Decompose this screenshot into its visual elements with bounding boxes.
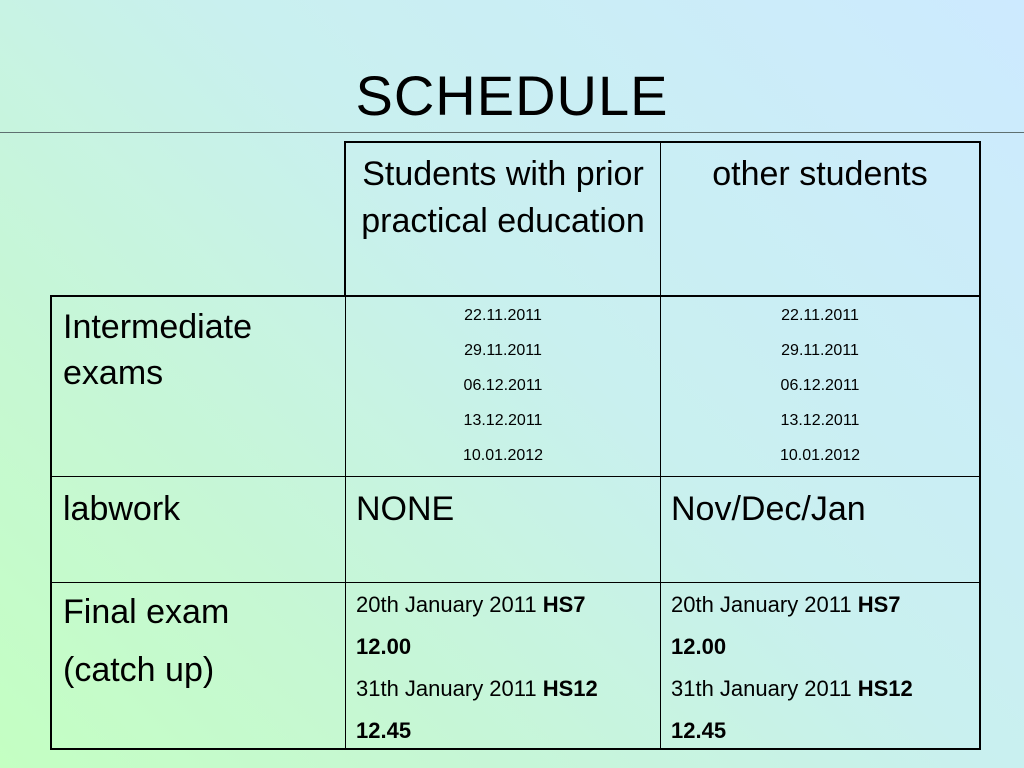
labwork-prior-education: NONE	[346, 477, 661, 583]
final-exam-label: Final exam	[63, 593, 230, 631]
date-item: 22.11.2011	[464, 307, 542, 324]
exam-date: 31th January 2011	[671, 676, 858, 701]
row-label-intermediate-exams: Intermediate exams	[52, 297, 346, 477]
exam-room: HS12	[542, 676, 598, 701]
exam-time: 12.00	[671, 634, 727, 659]
date-item: 22.11.2011	[781, 307, 859, 324]
catch-up-label: (catch up)	[63, 651, 215, 689]
row-label-labwork: labwork	[52, 477, 346, 583]
intermediate-dates-other-students	[661, 297, 979, 477]
final-exam-other-students	[661, 583, 979, 748]
header-students-prior-education: Students with prior practical education	[346, 143, 661, 295]
date-item: 13.12.2011	[780, 412, 860, 429]
final-exam-prior-education	[346, 583, 661, 748]
date-item: 29.11.2011	[464, 342, 542, 359]
title-divider	[0, 132, 1024, 133]
exam-time: 12.45	[671, 718, 727, 743]
exam-room: HS7	[542, 592, 586, 617]
exam-time: 12.45	[356, 718, 412, 743]
exam-date: 20th January 2011	[356, 592, 543, 617]
date-item: 10.01.2012	[779, 447, 861, 464]
date-item: 10.01.2012	[462, 447, 544, 464]
exam-room: HS12	[857, 676, 913, 701]
schedule-table	[50, 295, 981, 750]
date-item: 06.12.2011	[780, 377, 860, 394]
exam-date: 31th January 2011	[356, 676, 543, 701]
slide-title: SCHEDULE	[355, 64, 669, 127]
header-other-students: other students	[712, 155, 928, 193]
date-item: 29.11.2011	[781, 342, 859, 359]
labwork-other-students: Nov/Dec/Jan	[661, 477, 979, 583]
exam-room: HS7	[857, 592, 901, 617]
date-item: 06.12.2011	[463, 377, 543, 394]
exam-date: 20th January 2011	[671, 592, 858, 617]
table-header-row	[344, 141, 981, 295]
row-label-final-exam	[52, 583, 346, 748]
intermediate-dates-prior-education	[346, 297, 661, 477]
exam-time: 12.00	[356, 634, 412, 659]
date-item: 13.12.2011	[463, 412, 543, 429]
